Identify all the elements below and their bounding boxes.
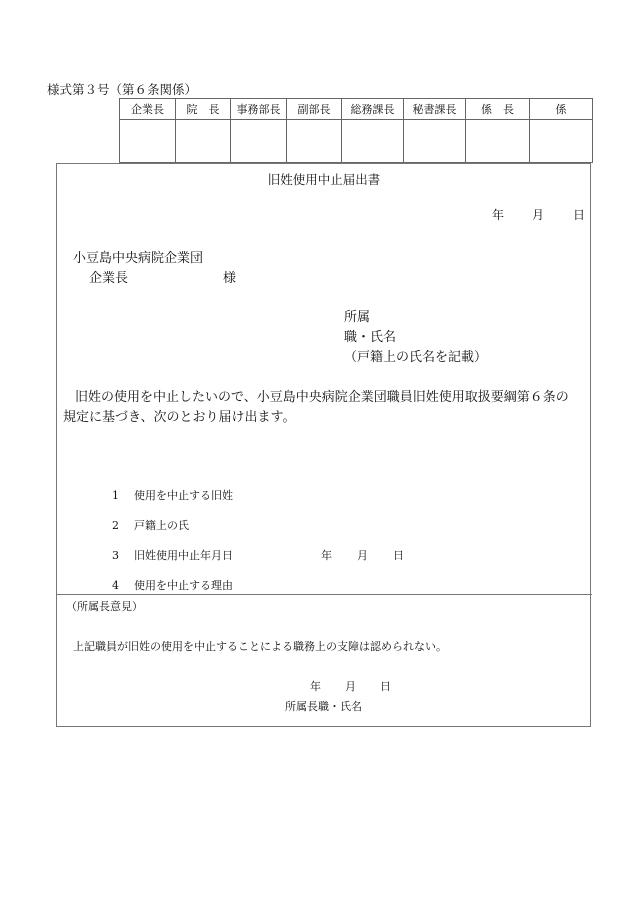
supervisor-opinion-heading: （所属長意見） xyxy=(66,600,143,613)
section-divider xyxy=(56,594,592,595)
approval-header-cell: 秘書課長 xyxy=(404,99,466,120)
stamp-cell[interactable] xyxy=(176,120,231,163)
stamp-cell[interactable] xyxy=(342,120,404,163)
item-number: 2 xyxy=(112,519,119,532)
item-2 xyxy=(112,517,189,533)
stamp-cell[interactable] xyxy=(530,120,593,163)
stamp-cell[interactable] xyxy=(287,120,342,163)
approval-header-cell: 事務部長 xyxy=(231,99,287,120)
stamp-cell[interactable] xyxy=(231,120,287,163)
item-1 xyxy=(112,487,233,503)
item-number: 1 xyxy=(112,489,119,502)
date-year-label: 年 xyxy=(492,208,505,222)
item-label: 使用を中止する旧姓 xyxy=(134,489,233,502)
approval-header-cell: 総務課長 xyxy=(342,99,404,120)
stamp-cell[interactable] xyxy=(466,120,530,163)
document-title: 旧姓使用中止届出書 xyxy=(267,172,381,187)
approval-header-cell: 企業長 xyxy=(120,99,176,120)
approval-header-cell: 副部長 xyxy=(287,99,342,120)
item-number: 4 xyxy=(112,579,119,592)
stamp-cell[interactable] xyxy=(404,120,466,163)
addressee-organization: 小豆島中央病院企業団 xyxy=(73,251,204,266)
approval-header-cell: 係 xyxy=(530,99,593,120)
item-label: 旧姓使用中止年月日 xyxy=(134,549,233,562)
body-text-line-2: 規定に基づき、次のとおり届け出ます。 xyxy=(63,410,296,425)
date-day-label: 日 xyxy=(573,208,586,222)
item-number: 3 xyxy=(112,549,119,562)
applicant-name-label: 職・氏名 xyxy=(344,330,397,345)
item-3-month-label: 月 xyxy=(357,549,368,562)
item-3-year-label: 年 xyxy=(321,549,332,562)
item-label: 戸籍上の氏 xyxy=(134,519,189,532)
item-3 xyxy=(112,547,233,563)
approval-header-cell: 院 長 xyxy=(176,99,231,120)
form-number-label: 様式第３号（第６条関係） xyxy=(47,82,198,97)
body-text-line-1: 旧姓の使用を中止したいので、小豆島中央病院企業団職員旧姓使用取扱要綱第６条の xyxy=(75,390,569,405)
item-3-day-label: 日 xyxy=(393,549,404,562)
supervisor-signature-label: 所属長職・氏名 xyxy=(285,700,362,713)
approval-header-cell: 係 長 xyxy=(466,99,530,120)
supervisor-statement: 上記職員が旧姓の使用を中止することによる職務上の支障は認められない。 xyxy=(73,640,447,653)
applicant-affiliation-label: 所属 xyxy=(344,310,371,325)
supervisor-date-day: 日 xyxy=(380,680,391,693)
addressee-position: 企業長 xyxy=(89,271,129,286)
applicant-name-note: （戸籍上の氏名を記載） xyxy=(344,350,488,365)
approval-header-row xyxy=(120,99,593,120)
supervisor-date-month: 月 xyxy=(345,680,356,693)
item-4 xyxy=(112,577,233,593)
item-label: 使用を中止する理由 xyxy=(134,579,233,592)
addressee-honorific: 様 xyxy=(223,271,237,286)
approval-stamp-row xyxy=(120,120,593,163)
supervisor-date-year: 年 xyxy=(310,680,321,693)
date-month-label: 月 xyxy=(532,208,545,222)
approval-stamp-table xyxy=(119,98,593,163)
stamp-cell[interactable] xyxy=(120,120,176,163)
